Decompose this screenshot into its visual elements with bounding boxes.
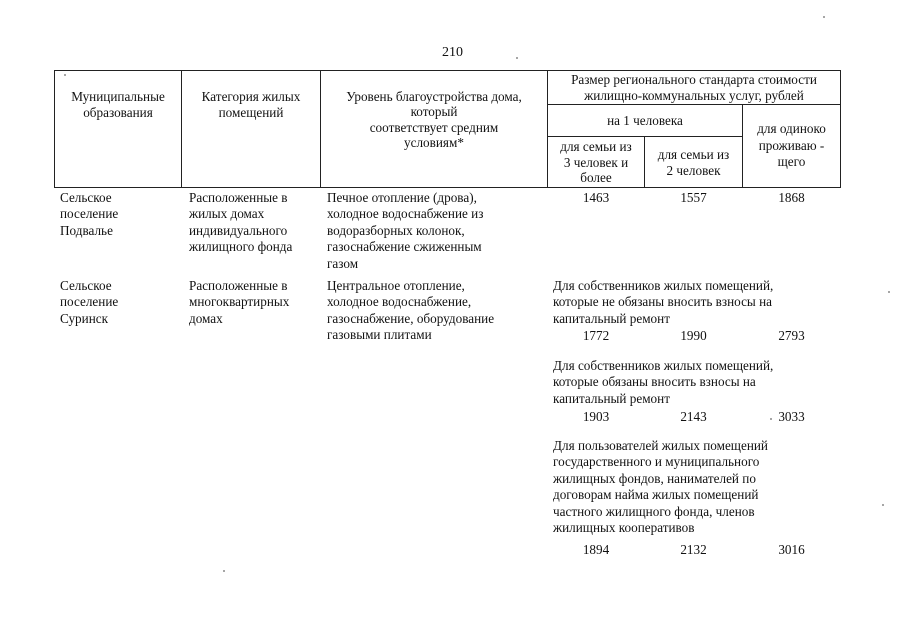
scan-speck bbox=[888, 291, 890, 293]
value-family-2: 1557 bbox=[680, 190, 707, 205]
value-single: 3033 bbox=[778, 409, 805, 424]
table-border-top bbox=[54, 70, 841, 71]
group-note: Для собственников жилых помещений, которые обязаны вносить взносы на капитальный ремонт bbox=[553, 358, 774, 406]
header-per-person: на 1 человека bbox=[607, 113, 683, 128]
municipality-cell: Сельское поселение Подвалье bbox=[60, 190, 119, 238]
table-border-left bbox=[54, 70, 55, 188]
scan-speck bbox=[770, 418, 772, 420]
level-cell: Центральное отопление, холодное водоснабжение, газоснабжение, оборудование газовыми плитами bbox=[327, 278, 495, 343]
category-cell: Расположенные в жилых домах индивидуального жилищного фонда bbox=[189, 190, 293, 255]
value-single: 3016 bbox=[778, 542, 805, 557]
scan-speck bbox=[882, 504, 884, 506]
scan-speck bbox=[64, 74, 66, 76]
header-municipality: Муниципальные образования bbox=[71, 89, 165, 121]
value-family-2: 2143 bbox=[680, 409, 707, 424]
scan-speck bbox=[223, 570, 225, 572]
group-note: Для пользователей жилых помещений государственного и муниципального жилищных фондов, нанимателей по договорам найма жилых помещений частного жилищного фонда, членов жилищных кооперативов bbox=[553, 438, 768, 536]
page-number: 210 bbox=[442, 45, 463, 60]
header-family-3: для семьи из 3 человек и более bbox=[560, 139, 632, 186]
value-family-3: 1903 bbox=[582, 409, 610, 424]
scan-speck bbox=[516, 57, 518, 59]
value-single: 1868 bbox=[778, 190, 805, 205]
value-family-3: 1463 bbox=[582, 190, 610, 205]
header-single: для одиноко проживаю - щего bbox=[757, 121, 826, 170]
value-single: 2793 bbox=[778, 328, 805, 343]
category-cell: Расположенные в многоквартирных домах bbox=[189, 278, 290, 326]
column-divider bbox=[181, 70, 182, 188]
scan-speck bbox=[823, 16, 825, 18]
value-family-2: 2132 bbox=[680, 542, 707, 557]
table-border-right bbox=[840, 70, 841, 188]
header-standard-size: Размер регионального стандарта стоимости жилищно-коммунальных услуг, рублей bbox=[571, 72, 817, 104]
value-family-2: 1990 bbox=[680, 328, 707, 343]
value-family-3: 1772 bbox=[582, 328, 610, 343]
level-cell: Печное отопление (дрова), холодное водоснабжение из водоразборных колонок, газоснабжение сжиженным газом bbox=[327, 190, 484, 271]
municipality-cell: Сельское поселение Суринск bbox=[60, 278, 119, 326]
header-level: Уровень благоустройства дома, который соответствует средним условиям* bbox=[346, 89, 522, 151]
value-family-3: 1894 bbox=[582, 542, 610, 557]
group-note: Для собственников жилых помещений, которые не обязаны вносить взносы на капитальный ремонт bbox=[553, 278, 774, 326]
table-border-header-bottom bbox=[54, 187, 841, 188]
header-category: Категория жилых помещений bbox=[201, 89, 301, 121]
header-family-2: для семьи из 2 человек bbox=[657, 147, 730, 179]
